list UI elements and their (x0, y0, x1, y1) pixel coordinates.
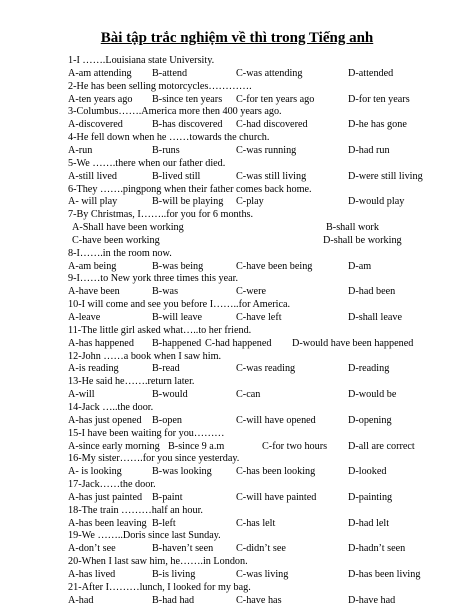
answer-option: B-would (152, 389, 188, 401)
question-line (0, 530, 474, 542)
answer-option: A-have been (68, 286, 120, 298)
question-text: 18-The train ………half an hour. (68, 504, 203, 516)
answer-option: B-is living (152, 569, 196, 580)
options-line (0, 492, 474, 504)
question-line (0, 479, 474, 491)
answer-option: C-have left (236, 312, 282, 323)
question-text: 4-He fell down when he ……towards the church. (68, 132, 270, 144)
answer-option: B-happened (152, 337, 202, 349)
question-text: 19-We ……..Doris since last Sunday. (68, 530, 221, 542)
question-line (0, 428, 474, 440)
answer-option: B-was (152, 286, 179, 298)
question-text: 10-I will come and see you before I……..for America. (68, 299, 291, 311)
question-line (0, 299, 474, 311)
answer-option: D-he has gone (348, 119, 407, 131)
answer-option: A-has lived (68, 569, 116, 580)
answer-option: B-was being (152, 260, 204, 272)
question-line (0, 376, 474, 388)
answer-option: B-runs (152, 144, 180, 156)
question-line (0, 273, 474, 285)
answer-option: A-since early morning (68, 440, 160, 452)
answer-option: B-read (152, 363, 180, 375)
answer-option: C-had discovered (236, 119, 308, 131)
options-line (0, 119, 474, 131)
question-text: 2-He has been selling motorcycles…………. (68, 80, 252, 92)
options-line (0, 415, 474, 427)
answer-option: D-for ten years (348, 93, 410, 105)
answer-option: D-would be (348, 389, 397, 401)
options-line (0, 569, 474, 581)
answer-option: D-hadn’t seen (348, 543, 406, 555)
answer-option: A-has just opened (68, 414, 142, 426)
question-line (0, 184, 474, 196)
answer-option: B-attend (152, 67, 188, 79)
answer-option: B-paint (152, 491, 183, 503)
question-line (0, 55, 474, 67)
answer-option: B-left (152, 517, 176, 529)
answer-option: C-can (236, 389, 261, 401)
question-line (0, 582, 474, 594)
answer-option: C-will have opened (236, 414, 316, 426)
answer-option: C-had happened (205, 337, 272, 349)
question-line (0, 325, 474, 337)
answer-option: C-has lelt (236, 517, 276, 529)
answer-option: D-would have been happened (292, 337, 414, 349)
answer-option: D-reading (348, 363, 390, 375)
answer-option: B-will leave (152, 312, 203, 323)
options-line (0, 196, 474, 208)
answer-option: D-painting (348, 491, 393, 503)
answer-option: B-had had (152, 594, 195, 606)
answer-option: D-all are correct (348, 440, 415, 452)
question-line (0, 248, 474, 260)
answer-option: D-has been living (348, 569, 421, 580)
answer-option: C-for two hours (262, 440, 328, 452)
question-text: 9-I……to New york three times this year. (68, 273, 239, 285)
answer-option: D-would play (348, 196, 405, 208)
answer-option: A-had (68, 594, 94, 606)
answer-option: D-shall be working (323, 234, 402, 246)
answer-option: D-were still living (348, 170, 423, 182)
question-line (0, 402, 474, 414)
question-text: 16-My sister…….for you since yesterday. (68, 453, 240, 465)
question-text: 3-Columbus…….America more then 400 years ago. (68, 106, 282, 118)
options-line (0, 68, 474, 80)
options-line (0, 441, 474, 453)
answer-option: A-will (68, 389, 95, 401)
answer-option: C-were (236, 286, 266, 298)
options-line (0, 466, 474, 478)
question-text: 14-Jack …..the door. (68, 401, 154, 413)
options-line (0, 518, 474, 530)
answer-option: A-Shall have been working (72, 222, 184, 234)
answer-option: B-has discovered (152, 119, 223, 131)
question-text: 21-After I………lunch, I looked for my bag. (68, 581, 251, 593)
question-line (0, 81, 474, 93)
answer-option: A-has been leaving (68, 517, 147, 529)
question-line (0, 158, 474, 170)
options-line (0, 94, 474, 106)
answer-option: C-was living (236, 569, 289, 580)
question-text: 6-They …….pingpong when their father comes back home. (68, 183, 312, 195)
answer-option: C-for ten years ago (236, 93, 315, 105)
answer-option: A-leave (68, 312, 101, 323)
answer-option: C-was still living (236, 170, 307, 182)
question-text: 15-I have been waiting for you……… (68, 427, 225, 439)
options-line (0, 261, 474, 273)
options-line (0, 222, 474, 234)
question-text: 7-By Christmas, I……..for you for 6 months. (68, 209, 254, 221)
answer-option: A- will play (68, 196, 118, 208)
answer-option: D-opening (348, 414, 392, 426)
answer-option: B-since ten years (152, 93, 223, 105)
answer-option: B-shall work (326, 222, 379, 234)
answer-option: C-have has (236, 594, 282, 606)
answer-option: A- is looking (68, 466, 122, 478)
answer-option: A-discovered (68, 119, 123, 131)
answer-option: D-am (348, 260, 372, 272)
answer-option: C-will have painted (236, 491, 317, 503)
answer-option: B-open (152, 414, 182, 426)
question-text: 8-I…….in the room now. (68, 247, 172, 259)
question-text: 17-Jack……the door. (68, 479, 156, 491)
question-line (0, 351, 474, 363)
answer-option: B-lived still (152, 170, 201, 182)
answer-option: C-have been being (236, 260, 313, 272)
question-text: 13-He said he…….return later. (68, 376, 195, 388)
options-line (0, 363, 474, 375)
options-line (0, 235, 474, 247)
answer-option: B-was looking (152, 466, 212, 478)
answer-option: B-haven’t seen (152, 543, 214, 555)
answer-option: A-has happened (68, 337, 134, 349)
answer-option: D-have had (348, 594, 396, 606)
answer-option: A-don’t see (68, 543, 116, 555)
question-line (0, 505, 474, 517)
question-line (0, 453, 474, 465)
answer-option: D-had lelt (348, 517, 390, 529)
options-line (0, 145, 474, 157)
answer-option: A-am attending (68, 67, 132, 79)
options-line (0, 389, 474, 401)
answer-option: C-was attending (236, 67, 303, 79)
answer-option: C-was reading (236, 363, 296, 375)
options-line (0, 338, 474, 350)
answer-option: C-have been working (72, 234, 160, 246)
answer-option: A-has just painted (68, 491, 143, 503)
answer-option: D-had run (348, 144, 390, 156)
answer-option: A-is reading (68, 363, 119, 375)
question-text: 12-John ……a book when I saw him. (68, 350, 222, 362)
options-line (0, 543, 474, 555)
question-text: 5-We …….there when our father died. (68, 157, 226, 169)
question-line (0, 106, 474, 118)
answer-option: C-was running (236, 144, 297, 156)
options-line (0, 171, 474, 183)
answer-option: D-attended (348, 67, 394, 79)
answer-option: A-am being (68, 260, 117, 272)
options-line (0, 286, 474, 298)
answer-option: A-run (68, 144, 93, 156)
answer-option: A-still lived (68, 170, 117, 182)
options-line (0, 595, 474, 607)
answer-option: B-since 9 a.m (168, 440, 225, 452)
answer-option: B-will be playing (152, 196, 224, 208)
options-line (0, 312, 474, 324)
question-text: 1-I …….Louisiana state University. (68, 55, 215, 66)
answer-option: A-ten years ago (68, 93, 133, 105)
answer-option: C-play (236, 196, 264, 208)
question-line (0, 132, 474, 144)
answer-option: C-has been looking (236, 466, 316, 478)
answer-option: D-had been (348, 286, 396, 298)
answer-option: D-looked (348, 466, 387, 478)
question-line (0, 556, 474, 568)
question-line (0, 209, 474, 221)
question-text: 11-The little girl asked what…..to her friend. (68, 324, 252, 336)
answer-option: C-didn’t see (236, 543, 286, 555)
answer-option: D-shall leave (348, 312, 403, 323)
page-title: Bài tập trắc nghiệm về thì trong Tiếng anh (100, 30, 374, 46)
question-text: 20-When I last saw him, he…….in London. (68, 556, 248, 568)
